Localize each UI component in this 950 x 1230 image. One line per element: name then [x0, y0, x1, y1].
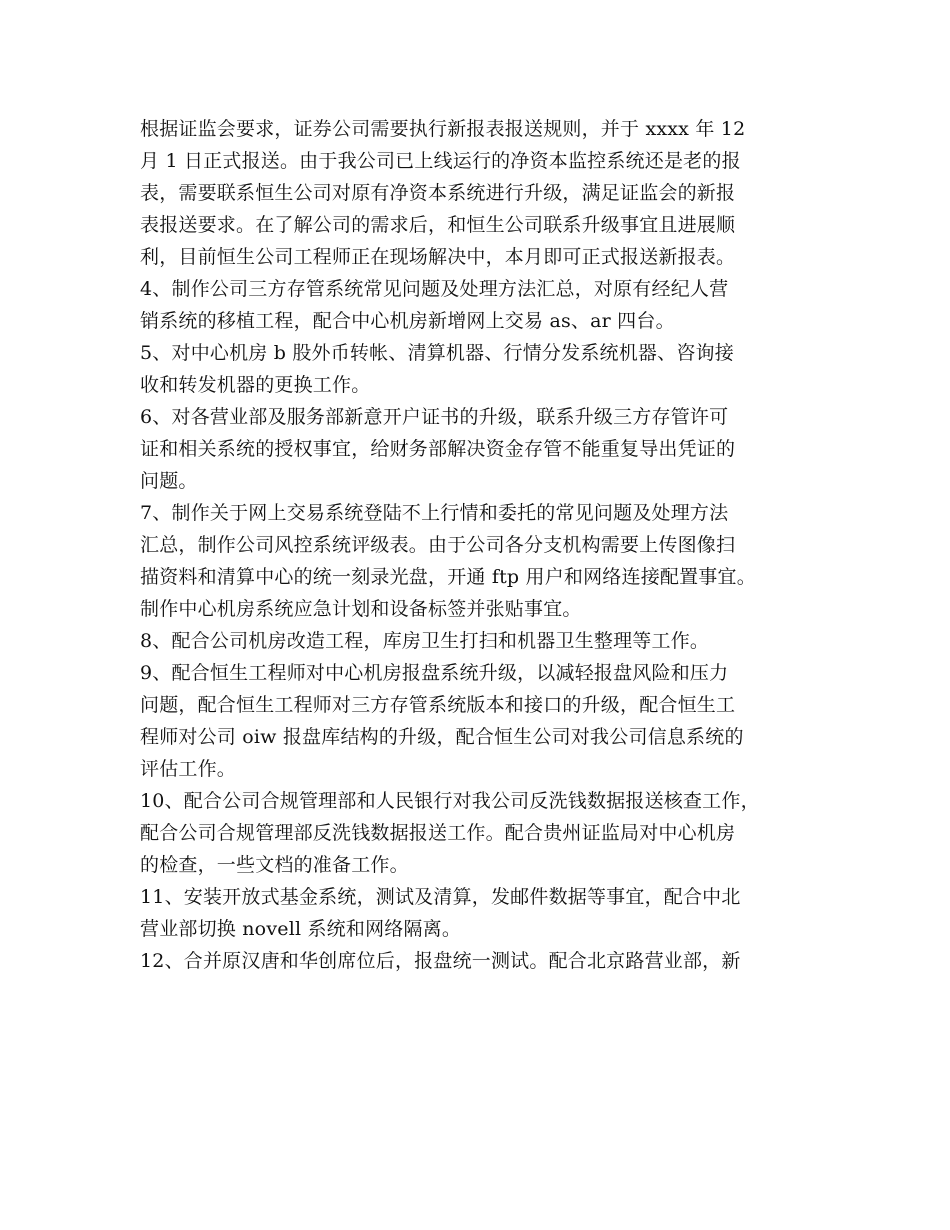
text-line: 7、制作关于网上交易系统登陆不上行情和委托的常见问题及处理方法	[140, 502, 729, 524]
text-line: 利，目前恒生公司工程师正在现场解决中，本月即可正式报送新报表。	[140, 246, 736, 268]
text-line: 4、制作公司三方存管系统常见问题及处理方法汇总，对原有经纪人营	[140, 278, 729, 300]
text-line: 的检查，一些文档的准备工作。	[140, 854, 409, 876]
text-line: 制作中心机房系统应急计划和设备标签并张贴事宜。	[140, 598, 582, 620]
text-line: 销系统的移植工程，配合中心机房新增网上交易 as、ar 四台。	[140, 310, 675, 332]
text-line: 证和相关系统的授权事宜，给财务部解决资金存管不能重复导出凭证的	[140, 438, 736, 460]
text-line: 配合公司合规管理部反洗钱数据报送工作。配合贵州证监局对中心机房	[140, 822, 736, 844]
text-line: 5、对中心机房 b 股外币转帐、清算机器、行情分发系统机器、咨询接	[140, 342, 734, 364]
text-line: 评估工作。	[140, 758, 237, 780]
document-body	[140, 113, 820, 977]
text-line: 9、配合恒生工程师对中心机房报盘系统升级，以减轻报盘风险和压力	[140, 662, 729, 684]
text-line: 11、安装开放式基金系统，测试及清算，发邮件数据等事宜，配合中北	[140, 886, 741, 908]
text-line: 月 1 日正式报送。由于我公司已上线运行的净资本监控系统还是老的报	[140, 150, 741, 172]
text-line: 12、合并原汉唐和华创席位后，报盘统一测试。配合北京路营业部，新	[140, 950, 741, 972]
text-line: 8、配合公司机房改造工程，库房卫生打扫和机器卫生整理等工作。	[140, 630, 710, 652]
text-line: 6、对各营业部及服务部新意开户证书的升级，联系升级三方存管许可	[140, 406, 729, 428]
text-line: 问题。	[140, 470, 198, 492]
text-line: 收和转发机器的更换工作。	[140, 374, 371, 396]
text-line: 根据证监会要求，证券公司需要执行新报表报送规则，并于 xxxx 年 12	[140, 118, 746, 140]
text-line: 汇总，制作公司风控系统评级表。由于公司各分支机构需要上传图像扫	[140, 534, 736, 556]
text-line: 问题，配合恒生工程师对三方存管系统版本和接口的升级，配合恒生工	[140, 694, 736, 716]
text-line: 程师对公司 oiw 报盘库结构的升级，配合恒生公司对我公司信息系统的	[140, 726, 744, 748]
text-line: 表，需要联系恒生公司对原有净资本系统进行升级，满足证监会的新报	[140, 182, 736, 204]
text-line: 表报送要求。在了解公司的需求后，和恒生公司联系升级事宜且进展顺	[140, 214, 736, 236]
text-line: 10、配合公司合规管理部和人民银行对我公司反洗钱数据报送核查工作，	[140, 790, 760, 812]
text-line: 描资料和清算中心的统一刻录光盘，开通 ftp 用户和网络连接配置事宜。	[140, 566, 756, 588]
text-line: 营业部切换 novell 系统和网络隔离。	[140, 918, 462, 940]
